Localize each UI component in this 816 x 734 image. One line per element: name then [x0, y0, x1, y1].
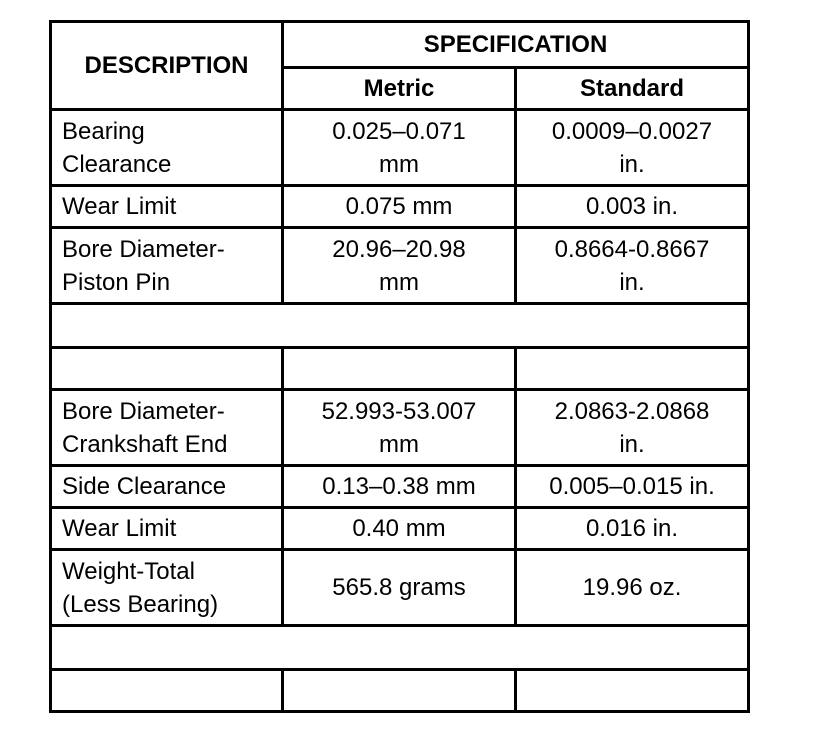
blank-cell	[51, 670, 283, 712]
description-line: Clearance	[62, 150, 172, 178]
description-line: Bearing	[62, 117, 145, 145]
description-cell	[51, 110, 283, 186]
table-row	[51, 466, 749, 508]
blank-row	[51, 348, 749, 390]
standard-line: 0.0009–0.0027	[551, 117, 713, 145]
standard-cell	[516, 390, 749, 466]
metric-cell: 0.075 mm	[283, 186, 516, 228]
blank-cell	[51, 304, 749, 348]
standard-line: in.	[619, 430, 645, 458]
metric-line: 20.96–20.98	[332, 235, 466, 263]
blank-cell	[283, 348, 516, 390]
standard-line: 2.0863-2.0868	[554, 397, 710, 425]
description-cell: Wear Limit	[51, 508, 283, 550]
metric-line: 52.993-53.007	[321, 397, 477, 425]
blank-cell	[516, 348, 749, 390]
standard-header: Standard	[516, 68, 749, 110]
description-line: Bore Diameter-	[62, 397, 225, 425]
blank-cell	[51, 348, 283, 390]
specification-header: SPECIFICATION	[283, 22, 749, 68]
blank-row	[51, 626, 749, 670]
metric-cell	[283, 228, 516, 304]
standard-line: in.	[619, 150, 645, 178]
standard-cell: 19.96 oz.	[516, 550, 749, 626]
description-cell	[51, 550, 283, 626]
table-row	[51, 110, 749, 186]
description-line: Crankshaft End	[62, 430, 228, 458]
description-line: Weight-Total	[62, 557, 195, 585]
description-line: Bore Diameter-	[62, 235, 225, 263]
description-line: Piston Pin	[62, 268, 171, 296]
table-row	[51, 550, 749, 626]
description-header: DESCRIPTION	[51, 22, 283, 110]
blank-row	[51, 304, 749, 348]
metric-line: 0.025–0.071	[332, 117, 466, 145]
description-cell	[51, 390, 283, 466]
blank-cell	[283, 670, 516, 712]
blank-cell	[51, 626, 749, 670]
standard-cell	[516, 110, 749, 186]
standard-cell: 0.016 in.	[516, 508, 749, 550]
metric-line: mm	[379, 430, 419, 458]
blank-cell	[516, 670, 749, 712]
standard-cell: 0.005–0.015 in.	[516, 466, 749, 508]
table-row	[51, 508, 749, 550]
table-row	[51, 390, 749, 466]
blank-row	[51, 670, 749, 712]
standard-line: 0.8664-0.8667	[554, 235, 710, 263]
header-row-top	[51, 22, 749, 68]
metric-line: mm	[379, 268, 419, 296]
specification-table	[49, 20, 750, 713]
metric-line: mm	[379, 150, 419, 178]
table-row	[51, 228, 749, 304]
standard-cell: 0.003 in.	[516, 186, 749, 228]
description-cell: Wear Limit	[51, 186, 283, 228]
metric-cell	[283, 390, 516, 466]
table-row	[51, 186, 749, 228]
metric-cell: 0.40 mm	[283, 508, 516, 550]
standard-line: in.	[619, 268, 645, 296]
description-cell	[51, 228, 283, 304]
standard-cell	[516, 228, 749, 304]
metric-cell: 0.13–0.38 mm	[283, 466, 516, 508]
description-line: (Less Bearing)	[62, 590, 219, 618]
metric-cell	[283, 110, 516, 186]
metric-header: Metric	[283, 68, 516, 110]
description-cell: Side Clearance	[51, 466, 283, 508]
metric-cell: 565.8 grams	[283, 550, 516, 626]
